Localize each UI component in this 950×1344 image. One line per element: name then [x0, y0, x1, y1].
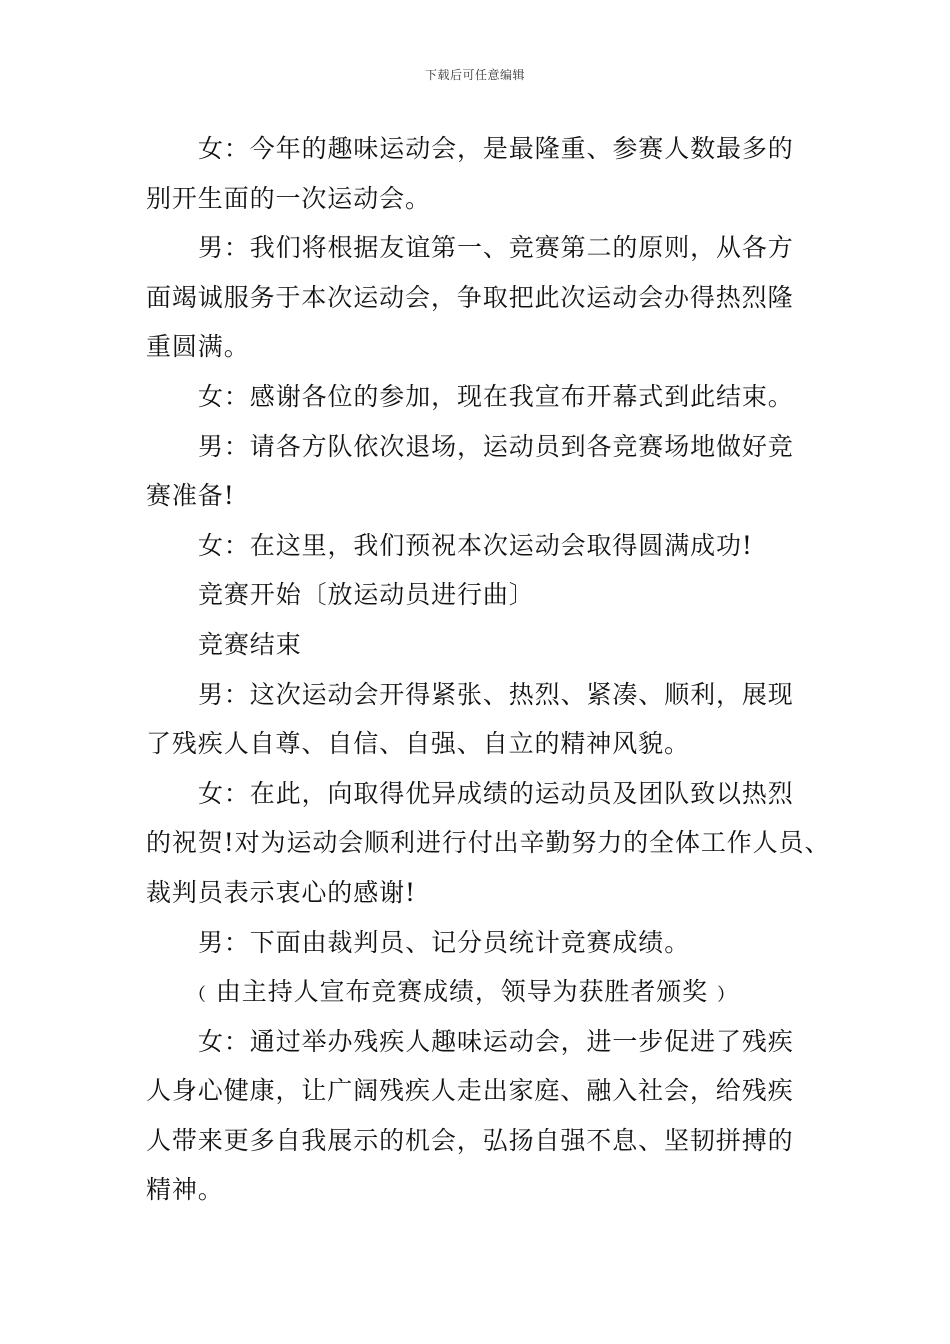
text-line: 赛准备!: [146, 481, 235, 511]
text-line: 面竭诚服务于本次运动会，争取把此次运动会办得热烈隆: [146, 282, 794, 312]
text-line: 男：我们将根据友谊第一、竞赛第二的原则，从各方: [198, 233, 794, 263]
text-line: 女：今年的趣味运动会，是最隆重、参赛人数最多的: [198, 134, 794, 163]
text-line: 竞赛结束: [198, 629, 302, 659]
text-line: 男：请各方队依次退场，运动员到各竞赛场地做好竞: [198, 431, 794, 461]
text-line: 男：下面由裁判员、记分员统计竞赛成绩。: [198, 927, 691, 957]
text-line: 别开生面的一次运动会。: [146, 183, 431, 213]
text-line: 女：通过举办残疾人趣味运动会，进一步促进了残疾: [198, 1026, 794, 1056]
text-line: ﹙由主持人宣布竞赛成绩，领导为获胜者颁奖﹚: [190, 977, 734, 1007]
text-line: 女：在此，向取得优异成绩的运动员及团队致以热烈: [198, 778, 794, 808]
text-line: 女：感谢各位的参加，现在我宣布开幕式到此结束。: [198, 381, 794, 411]
text-line: 重圆满。: [146, 332, 250, 362]
text-line: 了残疾人自尊、自信、自强、自立的精神风貌。: [146, 729, 690, 759]
text-line: 人带来更多自我展示的机会，弘扬自强不息、坚韧拼搏的: [146, 1125, 794, 1155]
document-body: [146, 124, 831, 1215]
text-line: 竞赛开始〔放运动员进行曲〕: [198, 580, 535, 610]
text-line: 的祝贺!对为运动会顺利进行付出辛勤努力的全体工作人员、: [146, 828, 831, 858]
text-line: 女：在这里，我们预祝本次运动会取得圆满成功!: [198, 530, 753, 560]
text-line: 人身心健康，让广阔残疾人走出家庭、融入社会，给残疾: [146, 1076, 794, 1106]
text-line: 裁判员表示衷心的感谢!: [146, 877, 416, 907]
text-line: 男：这次运动会开得紧张、热烈、紧凑、顺利，展现: [198, 679, 794, 709]
text-line: 精神。: [146, 1175, 224, 1205]
page-header-note: 下载后可任意编辑: [424, 68, 525, 82]
